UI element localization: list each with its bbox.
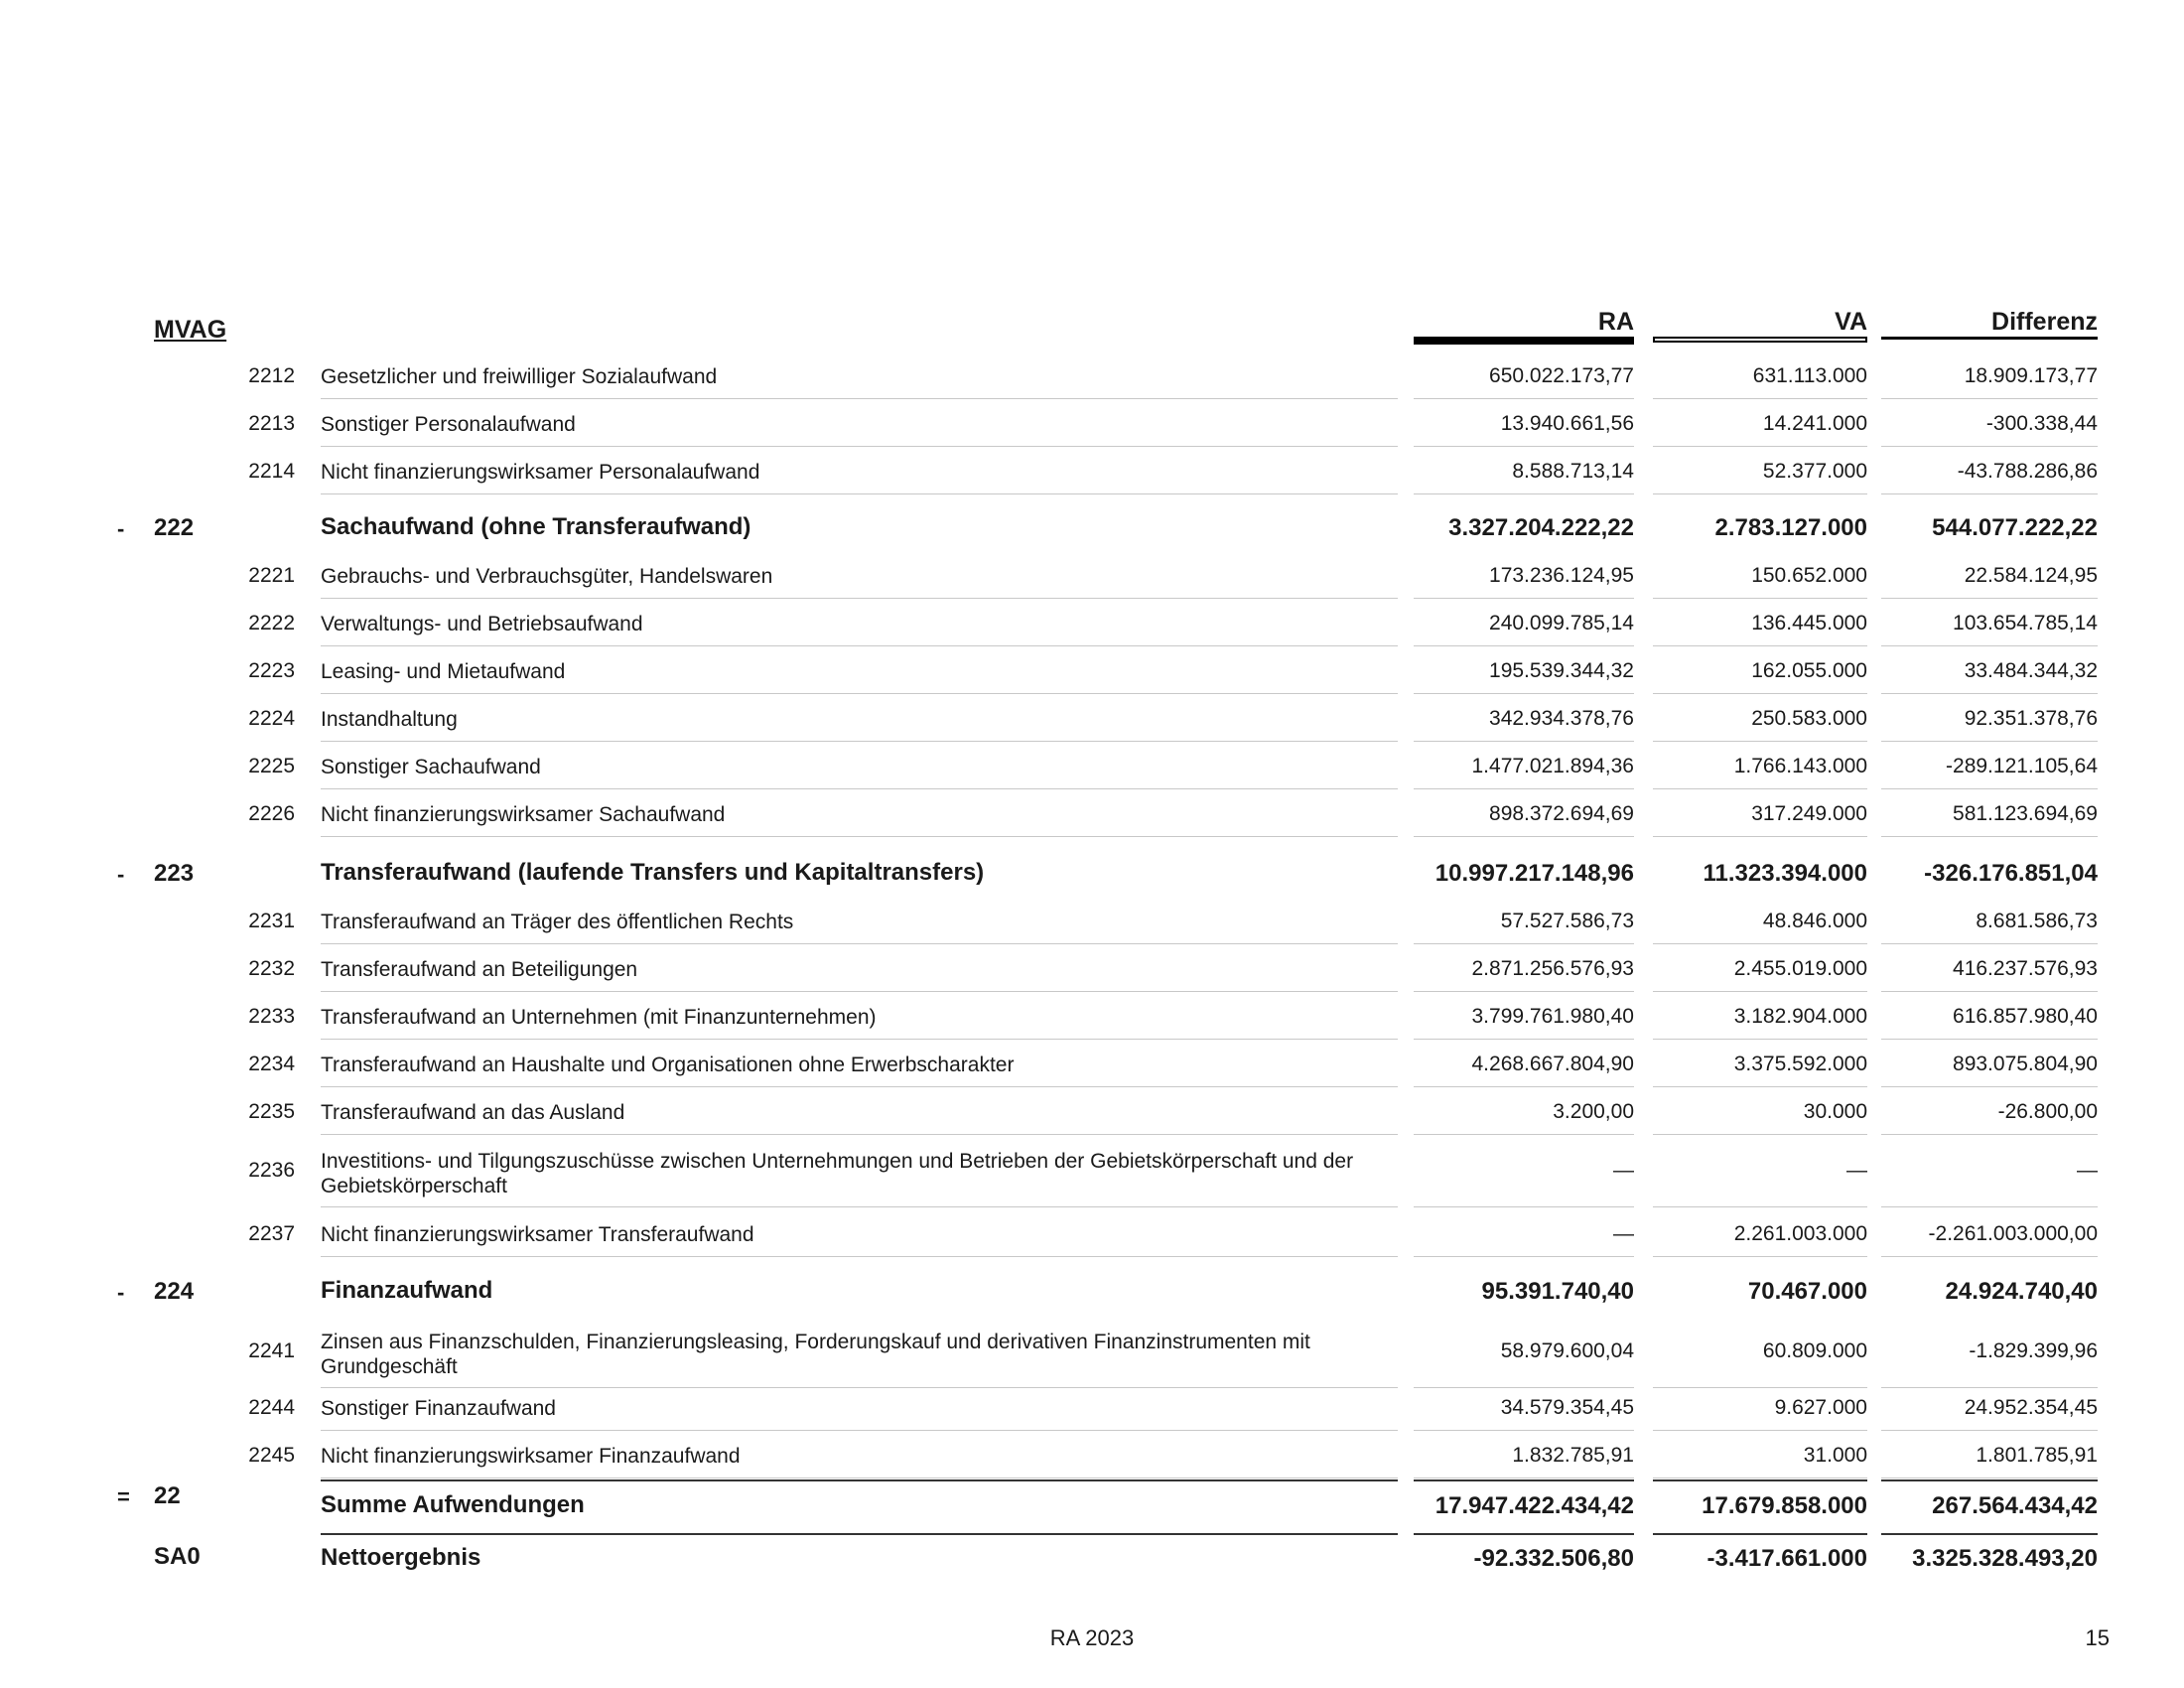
row-divider — [1881, 788, 2098, 789]
group-code: 223 — [154, 860, 195, 887]
differenz-value: 1.801.785,91 — [1976, 1444, 2098, 1467]
differenz-value: 581.123.694,69 — [1953, 802, 2098, 825]
row-divider — [1414, 1256, 1634, 1257]
row-label: Investitions- und Tilgungszuschüsse zwischen Unternehmungen und Betrieben der Gebietskörperschaft und der Gebietskörperschaft — [321, 1150, 1354, 1197]
va-value: 30.000 — [1803, 1100, 1867, 1123]
table-row — [0, 898, 2184, 945]
group-code: 22 — [154, 1482, 181, 1509]
row-label: Gebrauchs- und Verbrauchsgüter, Handelswaren — [321, 565, 773, 588]
ra-value: 4.268.667.804,90 — [1471, 1053, 1634, 1075]
row-divider — [1653, 788, 1867, 789]
row-divider — [1414, 1477, 1634, 1478]
va-value: 162.055.000 — [1751, 659, 1867, 682]
row-divider — [1653, 398, 1867, 399]
account-code: 2221 — [248, 564, 295, 587]
row-label: Nicht finanzierungswirksamer Transferaufwand — [321, 1223, 754, 1246]
row-divider — [1414, 1479, 1634, 1481]
account-code: 2245 — [248, 1444, 295, 1467]
va-value: 52.377.000 — [1762, 460, 1867, 483]
account-code: 2231 — [248, 910, 295, 932]
row-divider — [1414, 1206, 1634, 1207]
account-code: 2213 — [248, 412, 295, 435]
row-divider — [321, 1039, 1398, 1040]
row-label: Nettoergebnis — [321, 1544, 481, 1571]
row-divider — [1881, 645, 2098, 646]
row-divider — [321, 493, 1398, 494]
row-divider — [1653, 1134, 1867, 1135]
va-value: 17.679.858.000 — [1702, 1492, 1867, 1519]
account-code: 2233 — [248, 1005, 295, 1028]
row-divider — [1881, 1134, 2098, 1135]
row-divider — [1414, 398, 1634, 399]
differenz-header-bar — [1881, 337, 2098, 340]
differenz-value: -43.788.286,86 — [1957, 460, 2098, 483]
va-value: 2.455.019.000 — [1733, 957, 1867, 980]
account-code: 2225 — [248, 755, 295, 777]
row-divider — [321, 943, 1398, 944]
differenz-value: -289.121.105,64 — [1946, 755, 2098, 777]
row-divider — [321, 991, 1398, 992]
row-label: Finanzaufwand — [321, 1277, 493, 1304]
va-value: 9.627.000 — [1774, 1396, 1867, 1419]
differenz-value: -300.338,44 — [1985, 412, 2098, 435]
account-code: 2237 — [248, 1222, 295, 1245]
row-divider — [321, 1206, 1398, 1207]
row-divider — [1881, 1479, 2098, 1481]
ra-value: — — [1613, 1222, 1634, 1245]
row-label: Gesetzlicher und freiwilliger Sozialaufwand — [321, 365, 718, 388]
account-code: 2212 — [248, 364, 295, 387]
account-code: 2241 — [248, 1339, 295, 1362]
account-code: 2232 — [248, 957, 295, 980]
va-value: 48.846.000 — [1762, 910, 1867, 932]
row-label: Transferaufwand an das Ausland — [321, 1101, 625, 1124]
account-code: 2234 — [248, 1053, 295, 1075]
differenz-column-header: Differenz — [1991, 308, 2098, 336]
table-row — [0, 552, 2184, 600]
va-value: 317.249.000 — [1751, 802, 1867, 825]
va-value: 2.261.003.000 — [1733, 1222, 1867, 1245]
ra-header-bar — [1414, 337, 1634, 345]
row-divider — [1881, 398, 2098, 399]
ra-value: 95.391.740,40 — [1481, 1278, 1634, 1305]
row-divider — [321, 1479, 1398, 1481]
table-row — [0, 448, 2184, 495]
group-code: SA0 — [154, 1543, 201, 1570]
differenz-value: 22.584.124,95 — [1964, 564, 2098, 587]
total-row — [0, 1482, 2184, 1532]
va-value: — — [1846, 1159, 1867, 1182]
table-row — [0, 600, 2184, 647]
ra-value: 8.588.713,14 — [1512, 460, 1634, 483]
table-row — [0, 1041, 2184, 1088]
ra-value: 342.934.378,76 — [1489, 707, 1634, 730]
differenz-value: 92.351.378,76 — [1964, 707, 2098, 730]
va-value: 31.000 — [1803, 1444, 1867, 1467]
row-divider — [321, 1430, 1398, 1431]
ra-value: — — [1613, 1159, 1634, 1182]
row-divider — [1414, 493, 1634, 494]
va-value: 3.375.592.000 — [1733, 1053, 1867, 1075]
row-sign: - — [117, 862, 125, 887]
account-code: 2223 — [248, 659, 295, 682]
row-divider — [1881, 1039, 2098, 1040]
row-divider — [1414, 1533, 1634, 1535]
account-code: 2214 — [248, 460, 295, 483]
row-divider — [1414, 1039, 1634, 1040]
differenz-value: 8.681.586,73 — [1976, 910, 2098, 932]
differenz-value: 416.237.576,93 — [1953, 957, 2098, 980]
row-divider — [1881, 836, 2098, 837]
group-code: 224 — [154, 1278, 195, 1305]
row-divider — [1653, 645, 1867, 646]
row-divider — [321, 788, 1398, 789]
row-divider — [1414, 446, 1634, 447]
row-divider — [1414, 645, 1634, 646]
ra-value: 2.871.256.576,93 — [1471, 957, 1634, 980]
ra-value: 650.022.173,77 — [1489, 364, 1634, 387]
account-code: 2222 — [248, 612, 295, 634]
table-row — [0, 1210, 2184, 1258]
row-divider — [1653, 943, 1867, 944]
va-header-bar — [1653, 337, 1867, 343]
table-row — [0, 1137, 2184, 1208]
row-divider — [1881, 1256, 2098, 1257]
row-sign: - — [117, 1280, 125, 1305]
row-label: Leasing- und Mietaufwand — [321, 660, 566, 683]
total-row — [0, 1535, 2184, 1585]
row-divider — [1653, 493, 1867, 494]
row-divider — [321, 1256, 1398, 1257]
differenz-value: 18.909.173,77 — [1964, 364, 2098, 387]
ra-value: 898.372.694,69 — [1489, 802, 1634, 825]
group-row — [0, 860, 2184, 898]
row-divider — [321, 1086, 1398, 1087]
row-label: Transferaufwand an Haushalte und Organisationen ohne Erwerbscharakter — [321, 1054, 1015, 1076]
row-divider — [1881, 1206, 2098, 1207]
row-label: Nicht finanzierungswirksamer Finanzaufwand — [321, 1445, 741, 1468]
row-sign: - — [117, 516, 125, 541]
account-code: 2235 — [248, 1100, 295, 1123]
account-code: 2244 — [248, 1396, 295, 1419]
account-code: 2226 — [248, 802, 295, 825]
va-value: 14.241.000 — [1762, 412, 1867, 435]
ra-value: 1.832.785,91 — [1512, 1444, 1634, 1467]
ra-value: -92.332.506,80 — [1473, 1545, 1634, 1572]
row-divider — [321, 1477, 1398, 1478]
row-divider — [321, 598, 1398, 599]
table-row — [0, 400, 2184, 448]
table-row — [0, 647, 2184, 695]
va-value: 1.766.143.000 — [1733, 755, 1867, 777]
va-value: 250.583.000 — [1751, 707, 1867, 730]
row-divider — [1414, 991, 1634, 992]
ra-value: 195.539.344,32 — [1489, 659, 1634, 682]
row-label: Sonstiger Finanzaufwand — [321, 1397, 556, 1420]
row-divider — [1881, 693, 2098, 694]
account-code: 2224 — [248, 707, 295, 730]
row-divider — [1653, 1256, 1867, 1257]
row-divider — [1653, 1477, 1867, 1478]
row-label: Sachaufwand (ohne Transferaufwand) — [321, 513, 751, 540]
row-divider — [1881, 1477, 2098, 1478]
row-divider — [1653, 1039, 1867, 1040]
ra-value: 3.799.761.980,40 — [1471, 1005, 1634, 1028]
differenz-value: -326.176.851,04 — [1924, 860, 2098, 887]
row-divider — [1414, 741, 1634, 742]
row-label: Instandhaltung — [321, 708, 458, 731]
row-label: Transferaufwand an Beteiligungen — [321, 958, 638, 981]
row-divider — [321, 741, 1398, 742]
row-label: Sonstiger Personalaufwand — [321, 413, 576, 436]
row-divider — [1653, 1533, 1867, 1535]
footer-report-title: RA 2023 — [1049, 1625, 1135, 1650]
row-divider — [1653, 446, 1867, 447]
row-divider — [1881, 991, 2098, 992]
row-label: Verwaltungs- und Betriebsaufwand — [321, 613, 643, 635]
row-divider — [1653, 836, 1867, 837]
row-divider — [321, 446, 1398, 447]
ra-value: 10.997.217.148,96 — [1434, 860, 1634, 887]
row-divider — [1653, 1479, 1867, 1481]
va-value: 70.467.000 — [1747, 1278, 1867, 1305]
table-row — [0, 695, 2184, 743]
row-divider — [1881, 446, 2098, 447]
ra-value: 13.940.661,56 — [1500, 412, 1634, 435]
row-sign: = — [117, 1484, 130, 1509]
row-divider — [1653, 991, 1867, 992]
ra-value: 57.527.586,73 — [1500, 910, 1634, 932]
row-divider — [1881, 1430, 2098, 1431]
differenz-value: 103.654.785,14 — [1953, 612, 2098, 634]
row-divider — [1414, 1086, 1634, 1087]
va-column-header: VA — [1835, 308, 1867, 336]
row-divider — [321, 693, 1398, 694]
table-row — [0, 1384, 2184, 1432]
row-divider — [321, 645, 1398, 646]
row-divider — [321, 398, 1398, 399]
row-divider — [1881, 493, 2098, 494]
row-divider — [1653, 693, 1867, 694]
row-divider — [321, 1134, 1398, 1135]
row-divider — [1653, 1430, 1867, 1431]
differenz-value: 33.484.344,32 — [1964, 659, 2098, 682]
va-value: 60.809.000 — [1762, 1339, 1867, 1362]
va-value: 11.323.394.000 — [1703, 860, 1867, 887]
va-value: -3.417.661.000 — [1706, 1545, 1867, 1572]
row-divider — [1881, 943, 2098, 944]
table-row — [0, 790, 2184, 838]
va-value: 2.783.127.000 — [1714, 514, 1867, 541]
ra-value: 3.200,00 — [1553, 1100, 1634, 1123]
va-value: 631.113.000 — [1752, 364, 1867, 387]
row-divider — [1653, 598, 1867, 599]
group-code: 222 — [154, 514, 195, 541]
row-divider — [1653, 1086, 1867, 1087]
differenz-value: -1.829.399,96 — [1969, 1339, 2098, 1362]
table-row — [0, 1432, 2184, 1479]
row-divider — [1653, 741, 1867, 742]
group-row — [0, 514, 2184, 552]
table-row — [0, 1088, 2184, 1136]
row-label: Summe Aufwendungen — [321, 1491, 585, 1518]
row-divider — [1414, 836, 1634, 837]
table-row — [0, 1318, 2184, 1389]
row-label: Transferaufwand an Träger des öffentlichen Rechts — [321, 911, 794, 933]
table-row — [0, 945, 2184, 993]
row-divider — [1881, 741, 2098, 742]
differenz-value: 544.077.222,22 — [1932, 514, 2098, 541]
differenz-value: — — [2077, 1159, 2098, 1182]
row-label: Nicht finanzierungswirksamer Sachaufwand — [321, 803, 726, 826]
ra-value: 1.477.021.894,36 — [1471, 755, 1634, 777]
row-divider — [321, 836, 1398, 837]
row-divider — [1414, 943, 1634, 944]
ra-value: 58.979.600,04 — [1500, 1339, 1634, 1362]
ra-value: 34.579.354,45 — [1500, 1396, 1634, 1419]
row-label: Nicht finanzierungswirksamer Personalaufwand — [321, 461, 760, 484]
row-label: Sonstiger Sachaufwand — [321, 756, 541, 778]
differenz-value: 616.857.980,40 — [1953, 1005, 2098, 1028]
row-divider — [1653, 1206, 1867, 1207]
va-value: 136.445.000 — [1751, 612, 1867, 634]
ra-column-header: RA — [1597, 308, 1634, 336]
differenz-value: -26.800,00 — [1997, 1100, 2098, 1123]
row-divider — [1881, 1533, 2098, 1535]
row-label: Zinsen aus Finanzschulden, Finanzierungsleasing, Forderungskauf und derivativen Finanzinstrumenten mit Grundgeschäft — [321, 1331, 1310, 1378]
differenz-value: 893.075.804,90 — [1953, 1053, 2098, 1075]
row-divider — [1881, 598, 2098, 599]
ra-value: 3.327.204.222,22 — [1448, 514, 1634, 541]
row-divider — [321, 1533, 1398, 1535]
row-divider — [1414, 1430, 1634, 1431]
row-divider — [1414, 1134, 1634, 1135]
table-row — [0, 743, 2184, 790]
ra-value: 173.236.124,95 — [1489, 564, 1634, 587]
differenz-value: 24.952.354,45 — [1964, 1396, 2098, 1419]
va-value: 3.182.904.000 — [1733, 1005, 1867, 1028]
differenz-value: -2.261.003.000,00 — [1928, 1222, 2098, 1245]
differenz-value: 267.564.434,42 — [1932, 1492, 2098, 1519]
account-code: 2236 — [248, 1159, 295, 1182]
va-value: 150.652.000 — [1751, 564, 1867, 587]
table-row — [0, 352, 2184, 400]
row-divider — [1414, 598, 1634, 599]
mvag-column-header: MVAG — [154, 316, 227, 344]
row-label: Transferaufwand an Unternehmen (mit Finanzunternehmen) — [321, 1006, 877, 1029]
row-divider — [1881, 1086, 2098, 1087]
row-divider — [1414, 693, 1634, 694]
differenz-value: 3.325.328.493,20 — [1912, 1545, 2098, 1572]
row-label: Transferaufwand (laufende Transfers und Kapitaltransfers) — [321, 859, 985, 886]
group-row — [0, 1278, 2184, 1316]
differenz-value: 24.924.740,40 — [1945, 1278, 2098, 1305]
page-number: 15 — [2085, 1625, 2110, 1650]
table-row — [0, 993, 2184, 1041]
ra-value: 17.947.422.434,42 — [1434, 1492, 1634, 1519]
row-divider — [1414, 788, 1634, 789]
ra-value: 240.099.785,14 — [1489, 612, 1634, 634]
